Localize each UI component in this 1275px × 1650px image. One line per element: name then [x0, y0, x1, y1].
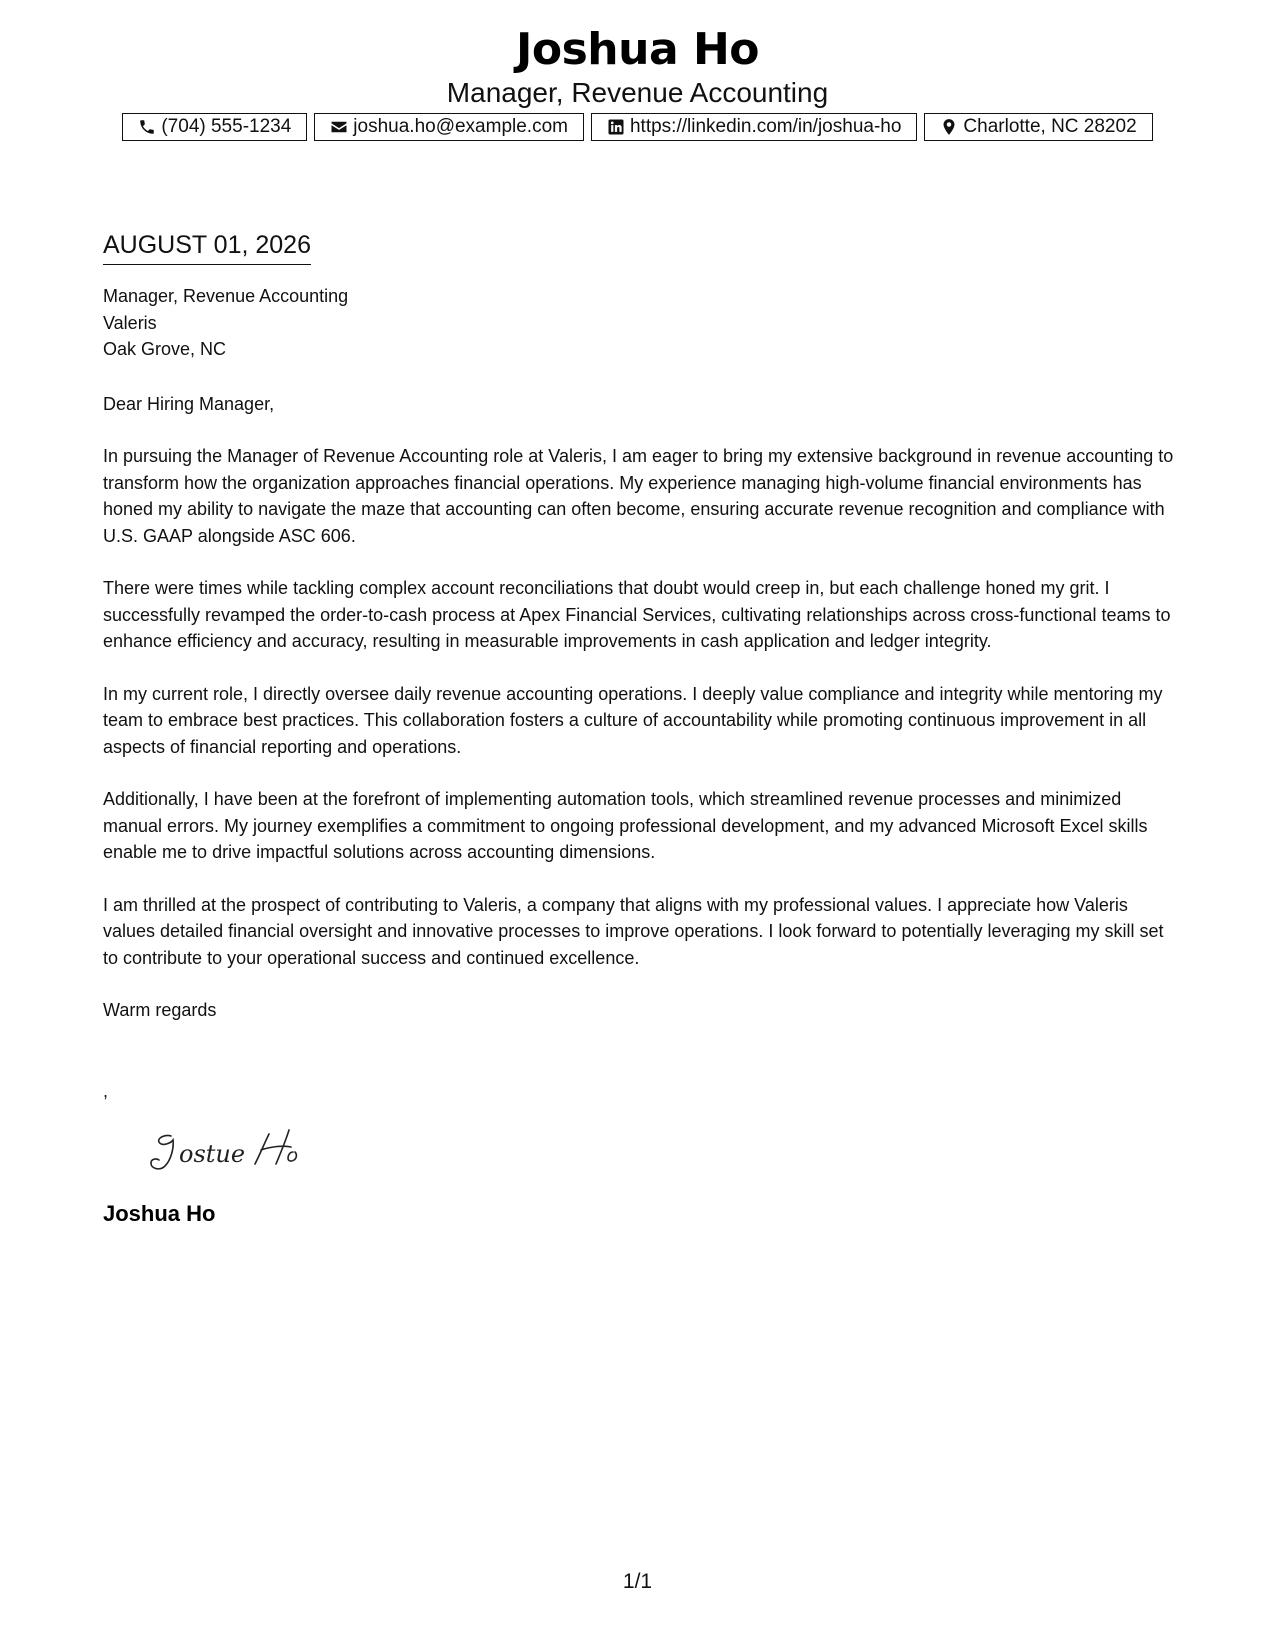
- recipient-location: Oak Grove, NC: [103, 339, 227, 359]
- envelope-icon: [330, 118, 348, 136]
- contact-location: [924, 113, 1152, 141]
- contact-row: [0, 113, 1275, 141]
- closing: Warm regards: [103, 1000, 217, 1020]
- sender-title: Manager, Revenue Accounting: [446, 77, 829, 108]
- phone-text: (704) 555-1234: [161, 116, 292, 137]
- signature-image: [143, 1122, 333, 1174]
- page-number: 1/1: [622, 1570, 653, 1593]
- recipient-block: [103, 283, 1183, 363]
- linkedin-text[interactable]: https://linkedin.com/in/joshua-ho: [629, 116, 902, 137]
- letter-header: [0, 22, 1275, 110]
- sender-name: Joshua Ho: [516, 24, 759, 75]
- contact-email: [314, 113, 584, 141]
- paragraph-5: I am thrilled at the prospect of contributing to Valeris, a company that aligns with my professional values. I appreciate how Valeris values detailed financial oversight and innovative processes to improve operations. I look forward to potentially leveraging my skill set to contribute to your operational success and continued excellence.: [103, 894, 1164, 968]
- email-text[interactable]: joshua.ho@example.com: [353, 116, 568, 137]
- recipient-role: Manager, Revenue Accounting: [103, 286, 349, 306]
- paragraph-1: In pursuing the Manager of Revenue Accounting role at Valeris, I am eager to bring my extensive background in revenue accounting to transform how the organization approaches financial operations. My experience managing high-volume financial environments has honed my ability to navigate the maze that accounting can often become, ensuring accurate revenue recognition and compliance with U.S. GAAP alongside ASC 606.: [103, 446, 1174, 546]
- map-pin-icon: [940, 118, 958, 136]
- paragraph-2: There were times while tackling complex account reconciliations that doubt would creep in, but each challenge honed my grit. I successfully revamped the order-to-cash process at Apex Financial Services, cultivating relationships across cross-functional teams to enhance efficiency and accuracy, resulting in measurable improvements in cash application and ledger integrity.: [103, 578, 1171, 651]
- contact-linkedin: [591, 113, 917, 141]
- signature-text: ostue: [179, 1140, 246, 1168]
- contact-phone: [122, 113, 307, 141]
- paragraph-4: Additionally, I have been at the forefront of implementing automation tools, which streamlined revenue processes and minimized manual errors. My journey exemplifies a commitment to ongoing professional development, and my advanced Microsoft Excel skills enable me to drive impactful solutions across accounting dimensions.: [103, 789, 1148, 862]
- paragraph-3: In my current role, I directly oversee daily revenue accounting operations. I deeply value compliance and integrity while mentoring my team to embrace best practices. This collaboration fosters a culture of accountability while promoting continuous improvement in all aspects of financial reporting and operations.: [103, 683, 1163, 757]
- linkedin-icon: [607, 118, 625, 136]
- closing-comma: ,: [103, 1080, 109, 1101]
- recipient-company: Valeris: [103, 312, 157, 333]
- letter-body: [103, 228, 1183, 1228]
- location-text: Charlotte, NC 28202: [963, 116, 1137, 137]
- salutation: Dear Hiring Manager,: [103, 393, 275, 414]
- signer-name: Joshua Ho: [103, 1200, 216, 1226]
- phone-icon: [138, 118, 156, 136]
- letter-date: AUGUST 01, 2026: [103, 228, 311, 265]
